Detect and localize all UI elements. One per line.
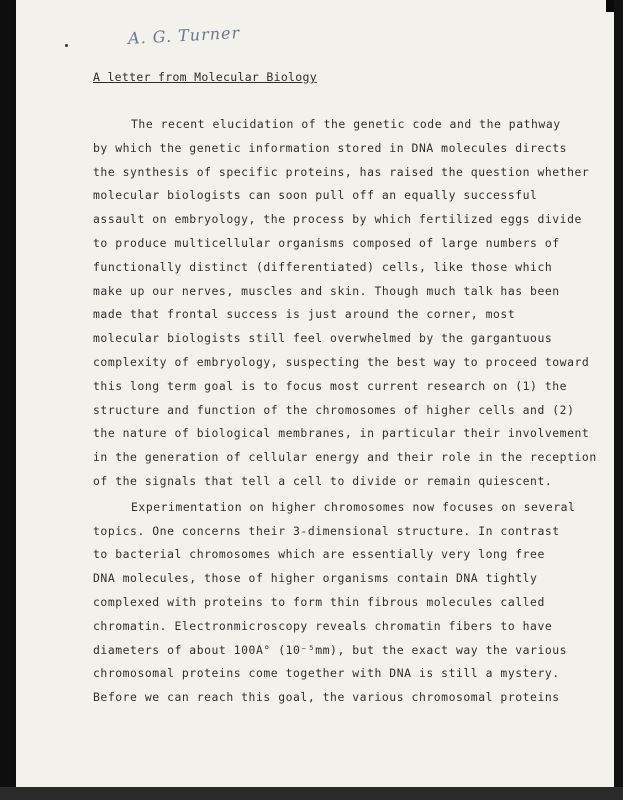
text-line: diameters of about 100A° (10⁻⁵mm), but the exact way the various — [93, 642, 568, 657]
text-line: the nature of biological membranes, in particular their involvement — [93, 426, 590, 441]
text-line: structure and function of the chromosomes of higher cells and (2) — [93, 402, 575, 417]
scan-corner-mark — [606, 0, 614, 12]
text-line: functionally distinct (differentiated) cells, like those which — [93, 259, 553, 274]
text-line: to produce multicellular organisms composed of large numbers of — [93, 235, 560, 250]
text-line: by which the genetic information stored in DNA molecules directs — [93, 140, 568, 155]
letter-body — [93, 113, 597, 710]
scan-left-edge — [0, 0, 16, 800]
text-line: make up our nerves, muscles and skin. Though much talk has been — [93, 283, 560, 298]
text-line: in the generation of cellular energy and their role in the reception — [93, 450, 597, 465]
text-line: to bacterial chromosomes which are essentially very long free — [93, 547, 545, 562]
text-line: Experimentation on higher chromosomes now focuses on several — [131, 499, 576, 514]
text-line: made that frontal success is just around the corner, most — [93, 307, 516, 322]
text-line: assault on embryology, the process by which fertilized eggs divide — [93, 212, 582, 227]
text-line: of the signals that tell a cell to divide or remain quiescent. — [93, 473, 553, 488]
text-line: molecular biologists still feel overwhelmed by the gargantuous — [93, 331, 553, 346]
text-line: this long term goal is to focus most current research on (1) the — [93, 378, 568, 393]
text-line: topics. One concerns their 3-dimensional structure. In contrast — [93, 523, 560, 538]
text-line: Before we can reach this goal, the various chromosomal proteins — [93, 690, 560, 705]
text-line: complexed with proteins to form thin fibrous molecules called — [93, 594, 545, 609]
scan-bottom-edge — [0, 787, 623, 800]
scan-right-edge — [614, 0, 623, 800]
text-line: complexity of embryology, suspecting the best way to proceed toward — [93, 354, 590, 369]
document-page — [16, 0, 614, 787]
text-line: DNA molecules, those of higher organisms contain DNA tightly — [93, 571, 538, 586]
ink-dot — [65, 44, 68, 47]
handwritten-signature: A. G. Turner — [127, 23, 241, 48]
text-line: The recent elucidation of the genetic code and the pathway — [131, 117, 561, 131]
letter-heading: A letter from Molecular Biology — [93, 70, 317, 84]
text-line: molecular biologists can soon pull off an equally successful — [93, 188, 538, 203]
text-line: the synthesis of specific proteins, has raised the question whether — [93, 164, 590, 179]
text-line: chromatin. Electronmicroscopy reveals chromatin fibers to have — [93, 618, 553, 633]
text-line: chromosomal proteins come together with DNA is still a mystery. — [93, 666, 560, 681]
